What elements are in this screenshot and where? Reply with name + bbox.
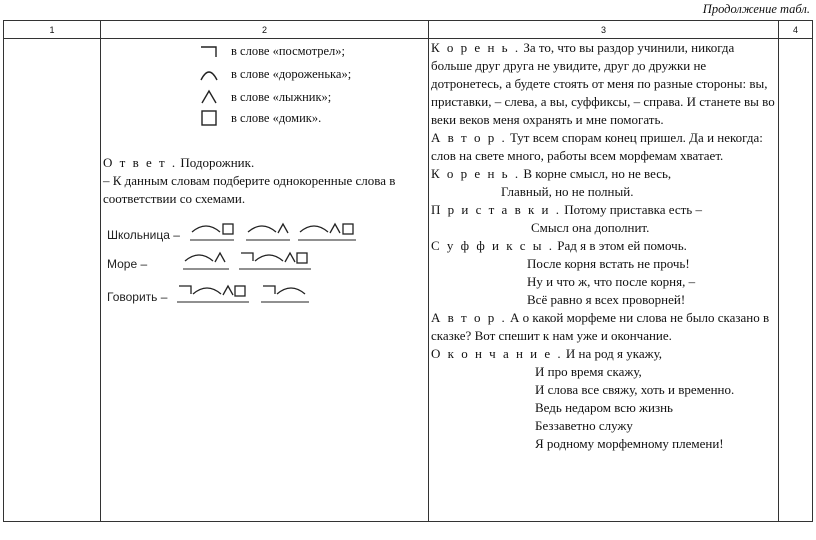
scheme-text: в слове «дороженька»;: [231, 66, 352, 81]
speech-text: Потому приставка есть –: [560, 202, 702, 217]
scheme-row: [199, 110, 321, 126]
speaker-label: П р и с т а в к и .: [431, 202, 561, 217]
speech-text: Тут всем спорам конец пришел. Да и некогда: слов на свете много, работы всем морфемам хватает.: [431, 130, 763, 163]
verse-line: Беззаветно служу: [535, 418, 633, 433]
word-label: Море –: [107, 257, 148, 271]
word-row: [107, 220, 370, 242]
verse-line: Всё равно я всех проворней!: [527, 292, 686, 307]
dialogue-line: [431, 39, 776, 129]
dialogue-line: [431, 345, 776, 363]
speech-text: За то, что вы раздор учинили, никогда больше друг друга не увидите, друг до дружки не дотронетесь, а будете стоять от меня по разные стороны: вы, приставки, – слева, а вы, суффиксы, – справа. И станете вы во веки веков меня охранять и мне помогать.: [431, 40, 775, 127]
cell-col-3: [429, 39, 779, 522]
cell-col-4: [779, 39, 813, 522]
answer-block: [103, 154, 423, 208]
speaker-label: О к о н ч а н и е .: [431, 346, 563, 361]
prefix-scheme-icon: [199, 89, 219, 105]
speaker-label: А в т о р .: [431, 130, 507, 145]
dialogue-line: [431, 129, 776, 165]
scheme-text: в слове «лыжник»;: [231, 89, 332, 104]
suffix-scheme-icon: [199, 43, 219, 59]
dialogue-line: [431, 165, 776, 183]
speaker-label: К о р е н ь .: [431, 166, 521, 181]
dialogue-line: [431, 201, 776, 219]
answer-text: Подорожник.: [177, 155, 255, 170]
header-col-2: 2: [101, 21, 429, 39]
word-schemes-icon: [190, 220, 370, 242]
speech-text: В корне смысл, но не весь,: [520, 166, 672, 181]
scheme-row: [199, 66, 351, 82]
header-col-4: 4: [779, 21, 813, 39]
header-col-1: 1: [4, 21, 101, 39]
word-row: [107, 282, 357, 304]
verse-line: Ведь недаром всю жизнь: [535, 400, 673, 415]
header-col-3: 3: [429, 21, 779, 39]
scheme-text: в слове «посмотрел»;: [231, 43, 345, 58]
verse-line: Я родному морфемному племени!: [535, 436, 724, 451]
ending-scheme-icon: [199, 110, 219, 126]
answer-label: О т в е т .: [103, 155, 178, 170]
speaker-label: А в т о р .: [431, 310, 507, 325]
word-row: [107, 249, 353, 271]
scheme-row: [199, 89, 331, 105]
continuation-note: Продолжение табл.: [702, 2, 810, 16]
verse-line: Главный, но не полный.: [501, 184, 634, 199]
speech-text: И на род я укажу,: [562, 346, 663, 361]
root-scheme-icon: [199, 66, 219, 82]
speaker-label: С у ф ф и к с ы .: [431, 238, 555, 253]
cell-col-2: [101, 39, 429, 522]
verse-line: Смысл она дополнит.: [531, 220, 650, 235]
word-label: Говорить –: [107, 290, 168, 304]
dialogue-line: [431, 309, 776, 345]
speech-text: Рад я в этом ей помочь.: [554, 238, 687, 253]
speaker-label: К о р е н ь .: [431, 40, 521, 55]
scheme-text: в слове «домик».: [231, 110, 322, 125]
speech-text: А о какой морфеме ни слова не было сказано в сказке? Вот спешит к нам уже и окончание.: [431, 310, 770, 343]
verse-line: И про время скажу,: [535, 364, 642, 379]
word-label: Школьница –: [107, 228, 180, 242]
cell-col-1: [4, 39, 101, 522]
dialogue-line: [431, 237, 776, 255]
word-schemes-icon: [177, 282, 357, 304]
task-text: – К данным словам подберите однокоренные слова в соответствии со схемами.: [103, 173, 396, 206]
morpheme-table: [3, 20, 813, 522]
word-schemes-icon: [183, 249, 353, 271]
scheme-row: [199, 43, 345, 59]
verse-line: И слова все свяжу, хоть и временно.: [535, 382, 735, 397]
verse-line: После корня встать не прочь!: [527, 256, 690, 271]
verse-line: Ну и что ж, что после корня, –: [527, 274, 696, 289]
